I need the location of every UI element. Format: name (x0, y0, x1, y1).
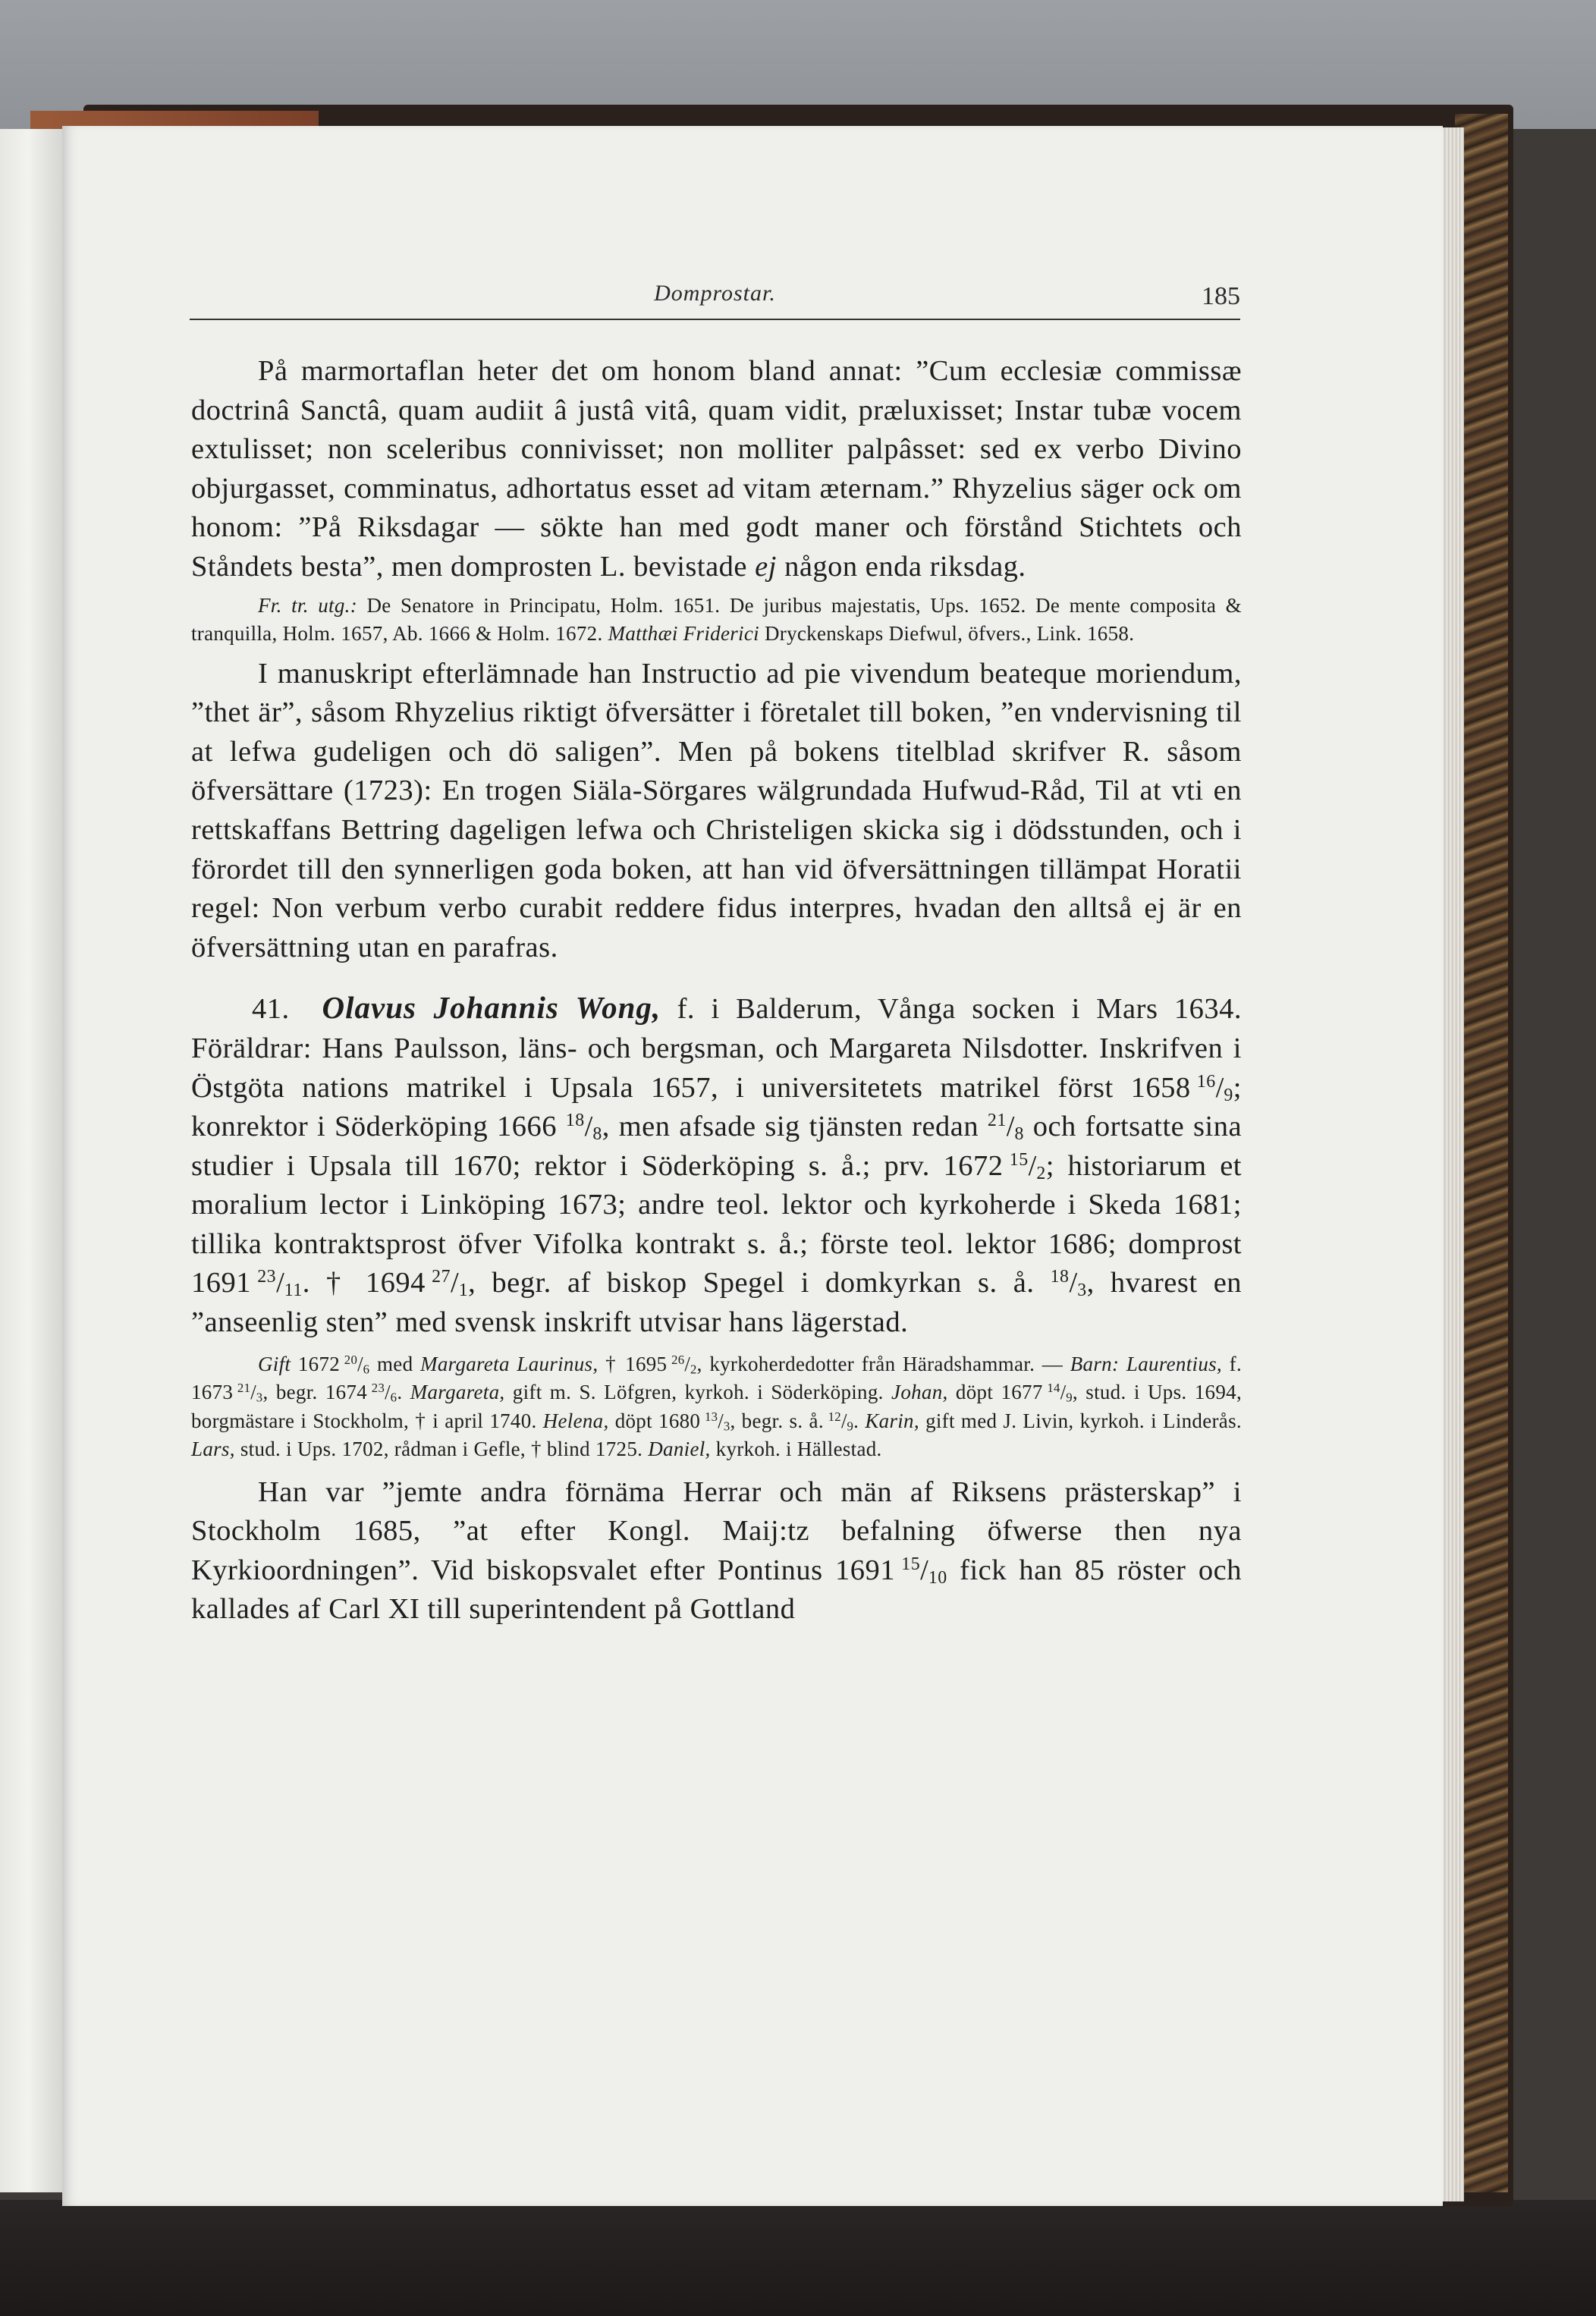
header-title: Domprostar. (654, 281, 776, 306)
fraction-denominator: 9 (847, 1419, 854, 1433)
fraction-denominator: 2 (1036, 1163, 1046, 1183)
paragraph-marble-tablet (191, 352, 1242, 587)
fraction-numerator: 13 (704, 1409, 718, 1424)
text-run-italic: Margareta Laurinus, (420, 1352, 598, 1375)
note-publications (191, 592, 1242, 649)
fraction-denominator: 1 (458, 1281, 469, 1301)
text-run-italic: Daniel, (648, 1438, 711, 1461)
text-run: På marmortaflan heter det om honom bland annat: ”Cum ecclesiæ commissæ doctrinâ Sanctâ, quam audiit â justâ vitâ, quam vidit, præluxisset; Instar tubæ vocem extulisset; non sceleribus connivisset; non molliter palpâsset: sed ex verbo Divino objurgasset, comminatus, adhortatus esset ad vitam æternam.” Rhyzelius säger ock om honom: ”På Riksdagar — sökte han med godt maner och förstånd Stichtets och Ståndets besta”, men domprosten L. bevistade (191, 355, 1242, 583)
fraction-denominator: 3 (1077, 1281, 1087, 1301)
fraction-denominator: 2 (690, 1362, 697, 1376)
text-run-italic: Gift (258, 1352, 291, 1375)
fraction-numerator: 16 (1196, 1071, 1216, 1092)
text-run: Han var ”jemte andra förnäma Herrar och män af Riksens prästerskap” i Stockholm 1685, ”at efter Kongl. Maij:tz befalning öfwerse then nya Kyrkioordningen”. Vid biskopsvalet efter Pontinus 1691 (191, 1475, 1242, 1586)
paragraph-manuscript (191, 655, 1242, 968)
entry-number: 41. (252, 993, 290, 1026)
text-run: ; konrektor i Söderköping 1666 (191, 1071, 1242, 1143)
text-run-italic: Barn: Laurentius, (1070, 1352, 1222, 1375)
fraction-numerator: 18 (1050, 1267, 1070, 1287)
note-family: Gift 1672 $^{20}$/6 med Margareta Laurinus, † 1695 $^{26}$/2, kyrkoherdedotter från Häradshammar. — Barn: Laurentius, f. 1673 $^{21}$/3, begr. 1674 $^{23}$/6. Margareta, gift m. S. Löfgren, kyrkoh. i Söderköping. Johan, döpt 1677 $^{14}$/9, stud. i Ups. 1694, borgmästare i Stockholm, † i april 1740. Helena, döpt 1680 $^{13}$/3, begr. s. å. $^{12}$/9. Karin, gift med J. Livin, kyrkoh. i Linderås. Lars, stud. i Ups. 1702, rådman i Gefle, † blind 1725. Daniel, kyrkoh. i Hällestad. (191, 1352, 1242, 1461)
fraction-denominator: 9 (1066, 1390, 1073, 1405)
fraction-numerator: 23 (371, 1380, 385, 1395)
running-header (190, 273, 1240, 320)
text-run: , begr. s. å. (730, 1409, 824, 1432)
text-run-italic: Margareta, (410, 1381, 505, 1404)
text-run: . (397, 1381, 403, 1404)
text-run-italic: Karin, (865, 1409, 919, 1432)
text-run: De Senatore in Principatu, Holm. 1651. De juribus majestatis, Ups. 1652. De mente composita & tranquilla, Holm. 1657, Ab. 1666 & Holm. 1672. (191, 593, 1242, 646)
text-run: . † 1694 (302, 1267, 426, 1299)
note-label: Fr. tr. utg.: (258, 593, 357, 617)
text-run: gift m. S. Löfgren, kyrkoh. i Söderköping. (512, 1381, 884, 1404)
text-run: † 1695 (605, 1352, 668, 1375)
text-run: , men afsade sig tjänsten redan (602, 1111, 979, 1143)
text-run: . (853, 1409, 859, 1432)
left-page-edge (0, 129, 72, 2192)
text-run: med (377, 1352, 413, 1375)
text-run: någon enda riksdag. (784, 550, 1026, 583)
fraction-denominator: 8 (1014, 1123, 1024, 1144)
fraction-denominator: 9 (1224, 1085, 1233, 1105)
text-run: Dryckenskaps Diefwul, öfvers., Link. 1658. (765, 622, 1135, 646)
text-run: 1672 (297, 1352, 341, 1375)
fraction-denominator: 10 (928, 1567, 947, 1588)
fraction-numerator: 20 (344, 1352, 358, 1367)
text-run: , hvarest en ”anseenlig sten” med svensk inskrift utvisar hans lägerstad. (191, 1267, 1243, 1339)
text-run-italic: ej (755, 550, 777, 583)
fraction-numerator: 14 (1047, 1380, 1060, 1395)
text-run: fick han 85 röster och kallades af Carl XI till superintendent på Gottland (191, 1554, 1243, 1626)
text-run: , stud. i Ups. 1694, borgmästare i Stockholm, † i april 1740. (191, 1381, 1242, 1432)
fraction-numerator: 21 (237, 1380, 251, 1395)
text-run-italic: Lars, (191, 1438, 235, 1461)
fraction-numerator: 18 (565, 1110, 585, 1130)
text-run: f. i Balderum, Vånga socken i Mars 1634. Föräldrar: Hans Paulsson, läns- och bergsman, och Margareta Nilsdotter. Inskrifven i Östgöta nations matrikel i Upsala 1657, i universitetets matrikel först 1658 (191, 993, 1243, 1104)
text-run: I manuskript efterlämnade han Instructio ad pie vivendum beateque moriendum, ”thet är”, såsom Rhyzelius riktigt öfversätter i företalet till boken, ”en vndervisning til at lefwa gudeligen och dö saligen”. Men på bokens titelblad skrifver R. såsom öfversättare (1723): En trogen Siäla-Sörgares wälgrundada Hufwud-Råd, Til at vti en rettskaffans Bettring dageligen lefwa och Christeligen skicka sig i dödsstunden, och i förordet till den synnerligen goda boken, att han vid öfversättningen tillämpat Horatii regel: Non verbum verbo curabit reddere fidus interpres, hvadan den alltså ej är en öfversättning utan en parafras. (191, 657, 1242, 963)
fraction-denominator: 3 (723, 1419, 730, 1433)
fraction-numerator: 27 (432, 1267, 451, 1287)
fraction-denominator: 6 (363, 1362, 370, 1376)
person-name: Olavus Johannis Wong, (322, 990, 661, 1026)
paragraph-biography-41: 41. Olavus Johannis Wong, f. i Balderum, Vånga socken i Mars 1634. Föräldrar: Hans Paulsson, läns- och bergsman, och Margareta Nilsdotter. Inskrifven i Östgöta nations matrikel i Upsala 1657, i universitetets matrikel först 1658 $^{16}$/9; konrektor i Söderköping 1666 $^{18}$/8, men afsade sig tjänsten redan $^{21}$/8 och fortsatte sina studier i Upsala till 1670; rektor i Söderköping s. å.; prv. 1672 $^{15}$/2; historiarum et moralium lector i Linköping 1673; andre teol. lektor och kyrkoherde i Skeda 1681; tillika kontraktsprost öfver Vifolka kontrakt s. å.; förste teol. lektor 1686; domprost 1691 $^{23}$/11. † 1694 $^{27}$/1, begr. af biskop Spegel i domkyrkan s. å. $^{18}$/3, hvarest en ”anseenlig sten” med svensk inskrift utvisar hans lägerstad. (191, 990, 1243, 1339)
text-run: f. 1673 (191, 1352, 1242, 1404)
fraction-denominator: 6 (390, 1390, 397, 1405)
fraction-denominator: 8 (592, 1123, 602, 1144)
fraction-numerator: 12 (828, 1409, 841, 1424)
text-run-italic: Matthæi Friderici (608, 622, 759, 646)
text-run: , begr. af biskop Spegel i domkyrkan s. å. (468, 1267, 1035, 1299)
page-number: 185 (1202, 282, 1240, 310)
page-body (191, 352, 1242, 1629)
text-run: stud. i Ups. 1702, rådman i Gefle, † blind 1725. (240, 1438, 643, 1461)
fraction-numerator: 15 (901, 1554, 921, 1574)
text-run: och fortsatte sina studier i Upsala till 1670; rektor i Söderköping s. å.; prv. 1672 (191, 1111, 1243, 1182)
fraction-numerator: 21 (987, 1110, 1007, 1130)
text-run: , begr. 1674 (262, 1381, 368, 1404)
text-run: gift med J. Livin, kyrkoh. i Linderås. (925, 1409, 1242, 1432)
paragraph-church-order: Han var ”jemte andra förnäma Herrar och män af Riksens prästerskap” i Stockholm 1685, ”at efter Kongl. Maij:tz befalning öfwerse then nya Kyrkioordningen”. Vid biskopsvalet efter Pontinus 1691 $^{15}$/10 fick han 85 röster och kallades af Carl XI till superintendent på Gottland (191, 1475, 1243, 1626)
fraction-numerator: 23 (257, 1267, 277, 1287)
fraction-denominator: 3 (256, 1390, 263, 1405)
text-run-italic: Helena, (542, 1409, 609, 1432)
fraction-denominator: 11 (284, 1281, 303, 1301)
fraction-numerator: 15 (1009, 1149, 1029, 1170)
text-run: döpt 1680 (614, 1409, 701, 1432)
text-run: döpt 1677 (955, 1381, 1043, 1404)
text-run: kyrkoh. i Hällestad. (715, 1438, 882, 1461)
text-run-italic: Johan, (891, 1381, 948, 1404)
fraction-numerator: 26 (671, 1352, 685, 1367)
text-run: , kyrkoherdedotter från Häradshammar. — (696, 1352, 1063, 1375)
text-run: ; historiarum et moralium lector i Linköping 1673; andre teol. lektor och kyrkoherde i Skeda 1681; tillika kontraktsprost öfver Vifolka kontrakt s. å.; förste teol. lektor 1686; domprost 1691 (191, 1149, 1243, 1299)
backdrop-bottom (0, 2200, 1596, 2316)
